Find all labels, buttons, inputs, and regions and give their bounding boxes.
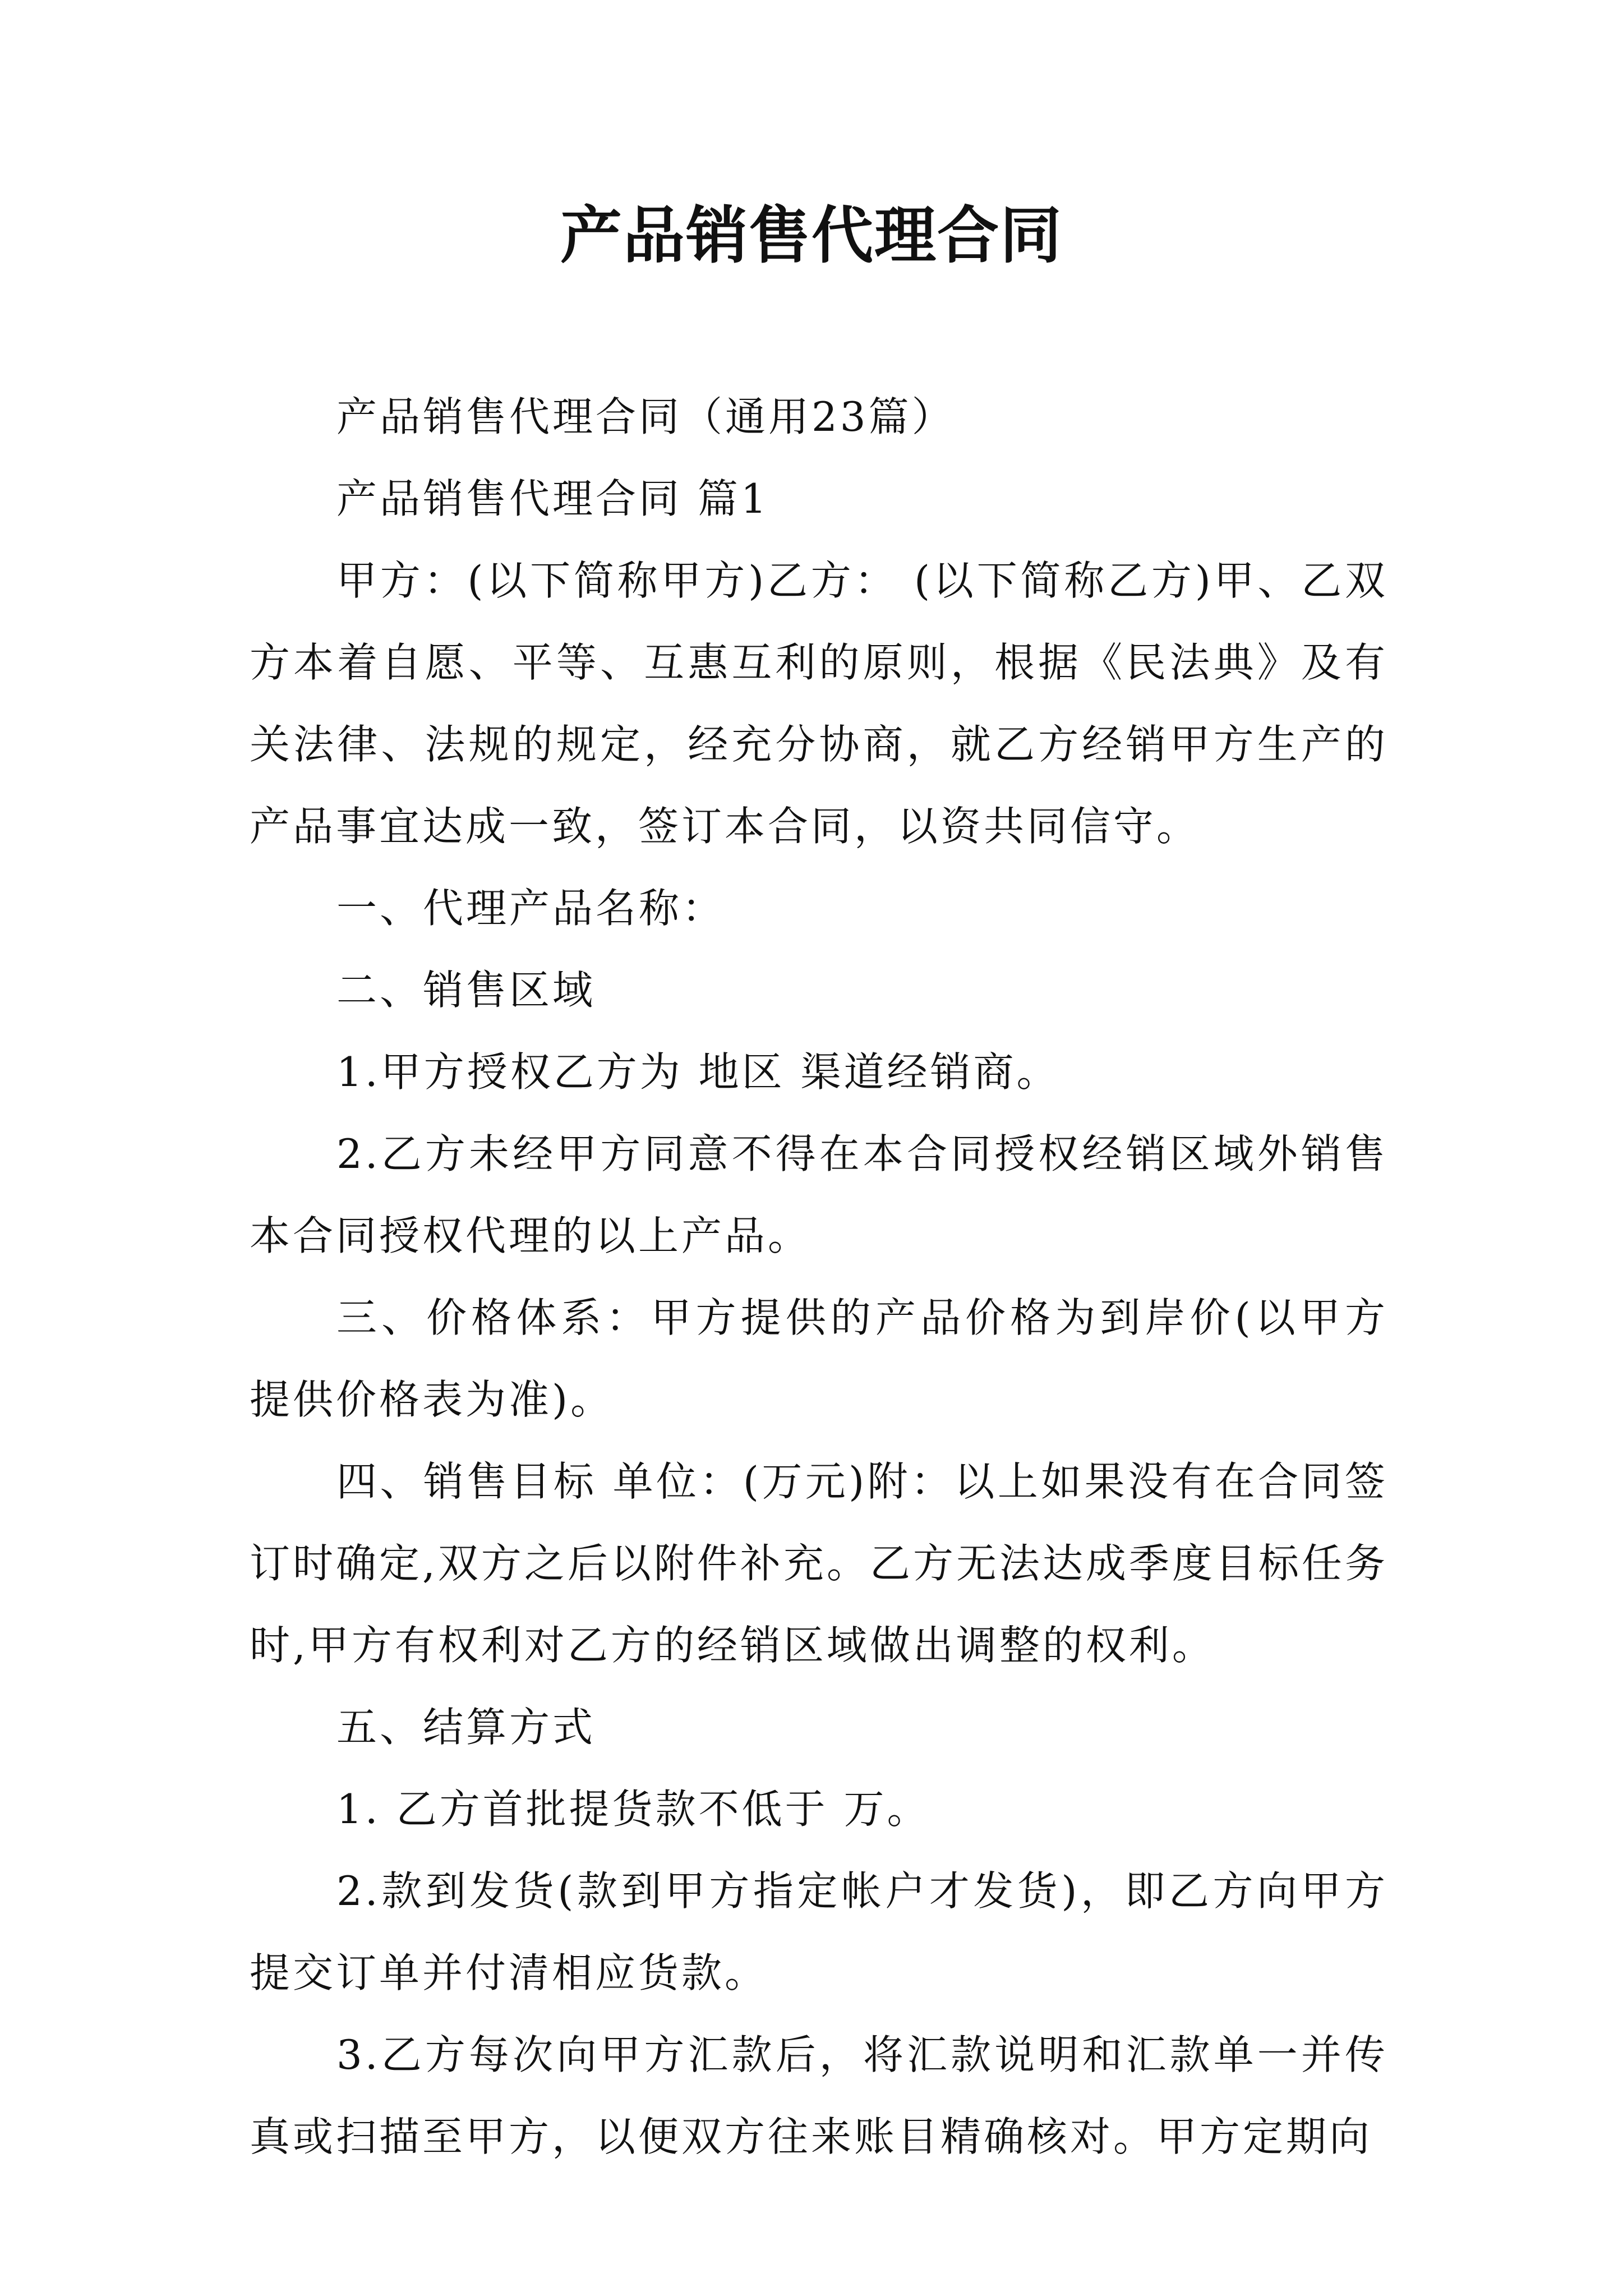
paragraph: 三、价格体系：甲方提供的产品价格为到岸价(以甲方提供价格表为准)。 <box>250 1294 1388 1423</box>
paragraph: 甲方：(以下简称甲方)乙方： (以下简称乙方)甲、乙双方本着自愿、平等、互惠互利的原则，根据《民法典》及有关法律、法规的规定，经充分协商，就乙方经销甲方生产的产品事宜达成一致，签订本合同，以资共同信守。 <box>250 557 1388 850</box>
paragraph: 产品销售代理合同 篇1 <box>336 475 769 522</box>
paragraph: 产品销售代理合同（通用23篇） <box>336 393 955 440</box>
paragraph: 五、结算方式 <box>336 1704 596 1751</box>
document-title: 产品销售代理合同 <box>560 199 1063 272</box>
paragraph: 3.乙方每次向甲方汇款后，将汇款说明和汇款单一并传真或扫描至甲方，以便双方往来账目精确核对。甲方定期向 <box>250 2031 1388 2160</box>
paragraph: 一、代理产品名称： <box>336 885 726 932</box>
paragraph: 2.乙方未经甲方同意不得在本合同授权经销区域外销售本合同授权代理的以上产品。 <box>250 1130 1388 1259</box>
document-body <box>250 376 1388 2178</box>
paragraph: 二、销售区域 <box>336 967 596 1014</box>
paragraph: 1. 乙方首批提货款不低于 万。 <box>336 1786 930 1833</box>
paragraph: 四、销售目标 单位：(万元)附：以上如果没有在合同签订时确定,双方之后以附件补充。乙方无法达成季度目标任务时,甲方有权利对乙方的经销区域做出调整的权利。 <box>250 1458 1388 1669</box>
paragraph: 1.甲方授权乙方为 地区 渠道经销商。 <box>336 1048 1060 1096</box>
paragraph: 2.款到发货(款到甲方指定帐户才发货)，即乙方向甲方提交订单并付清相应货款。 <box>250 1867 1388 1996</box>
